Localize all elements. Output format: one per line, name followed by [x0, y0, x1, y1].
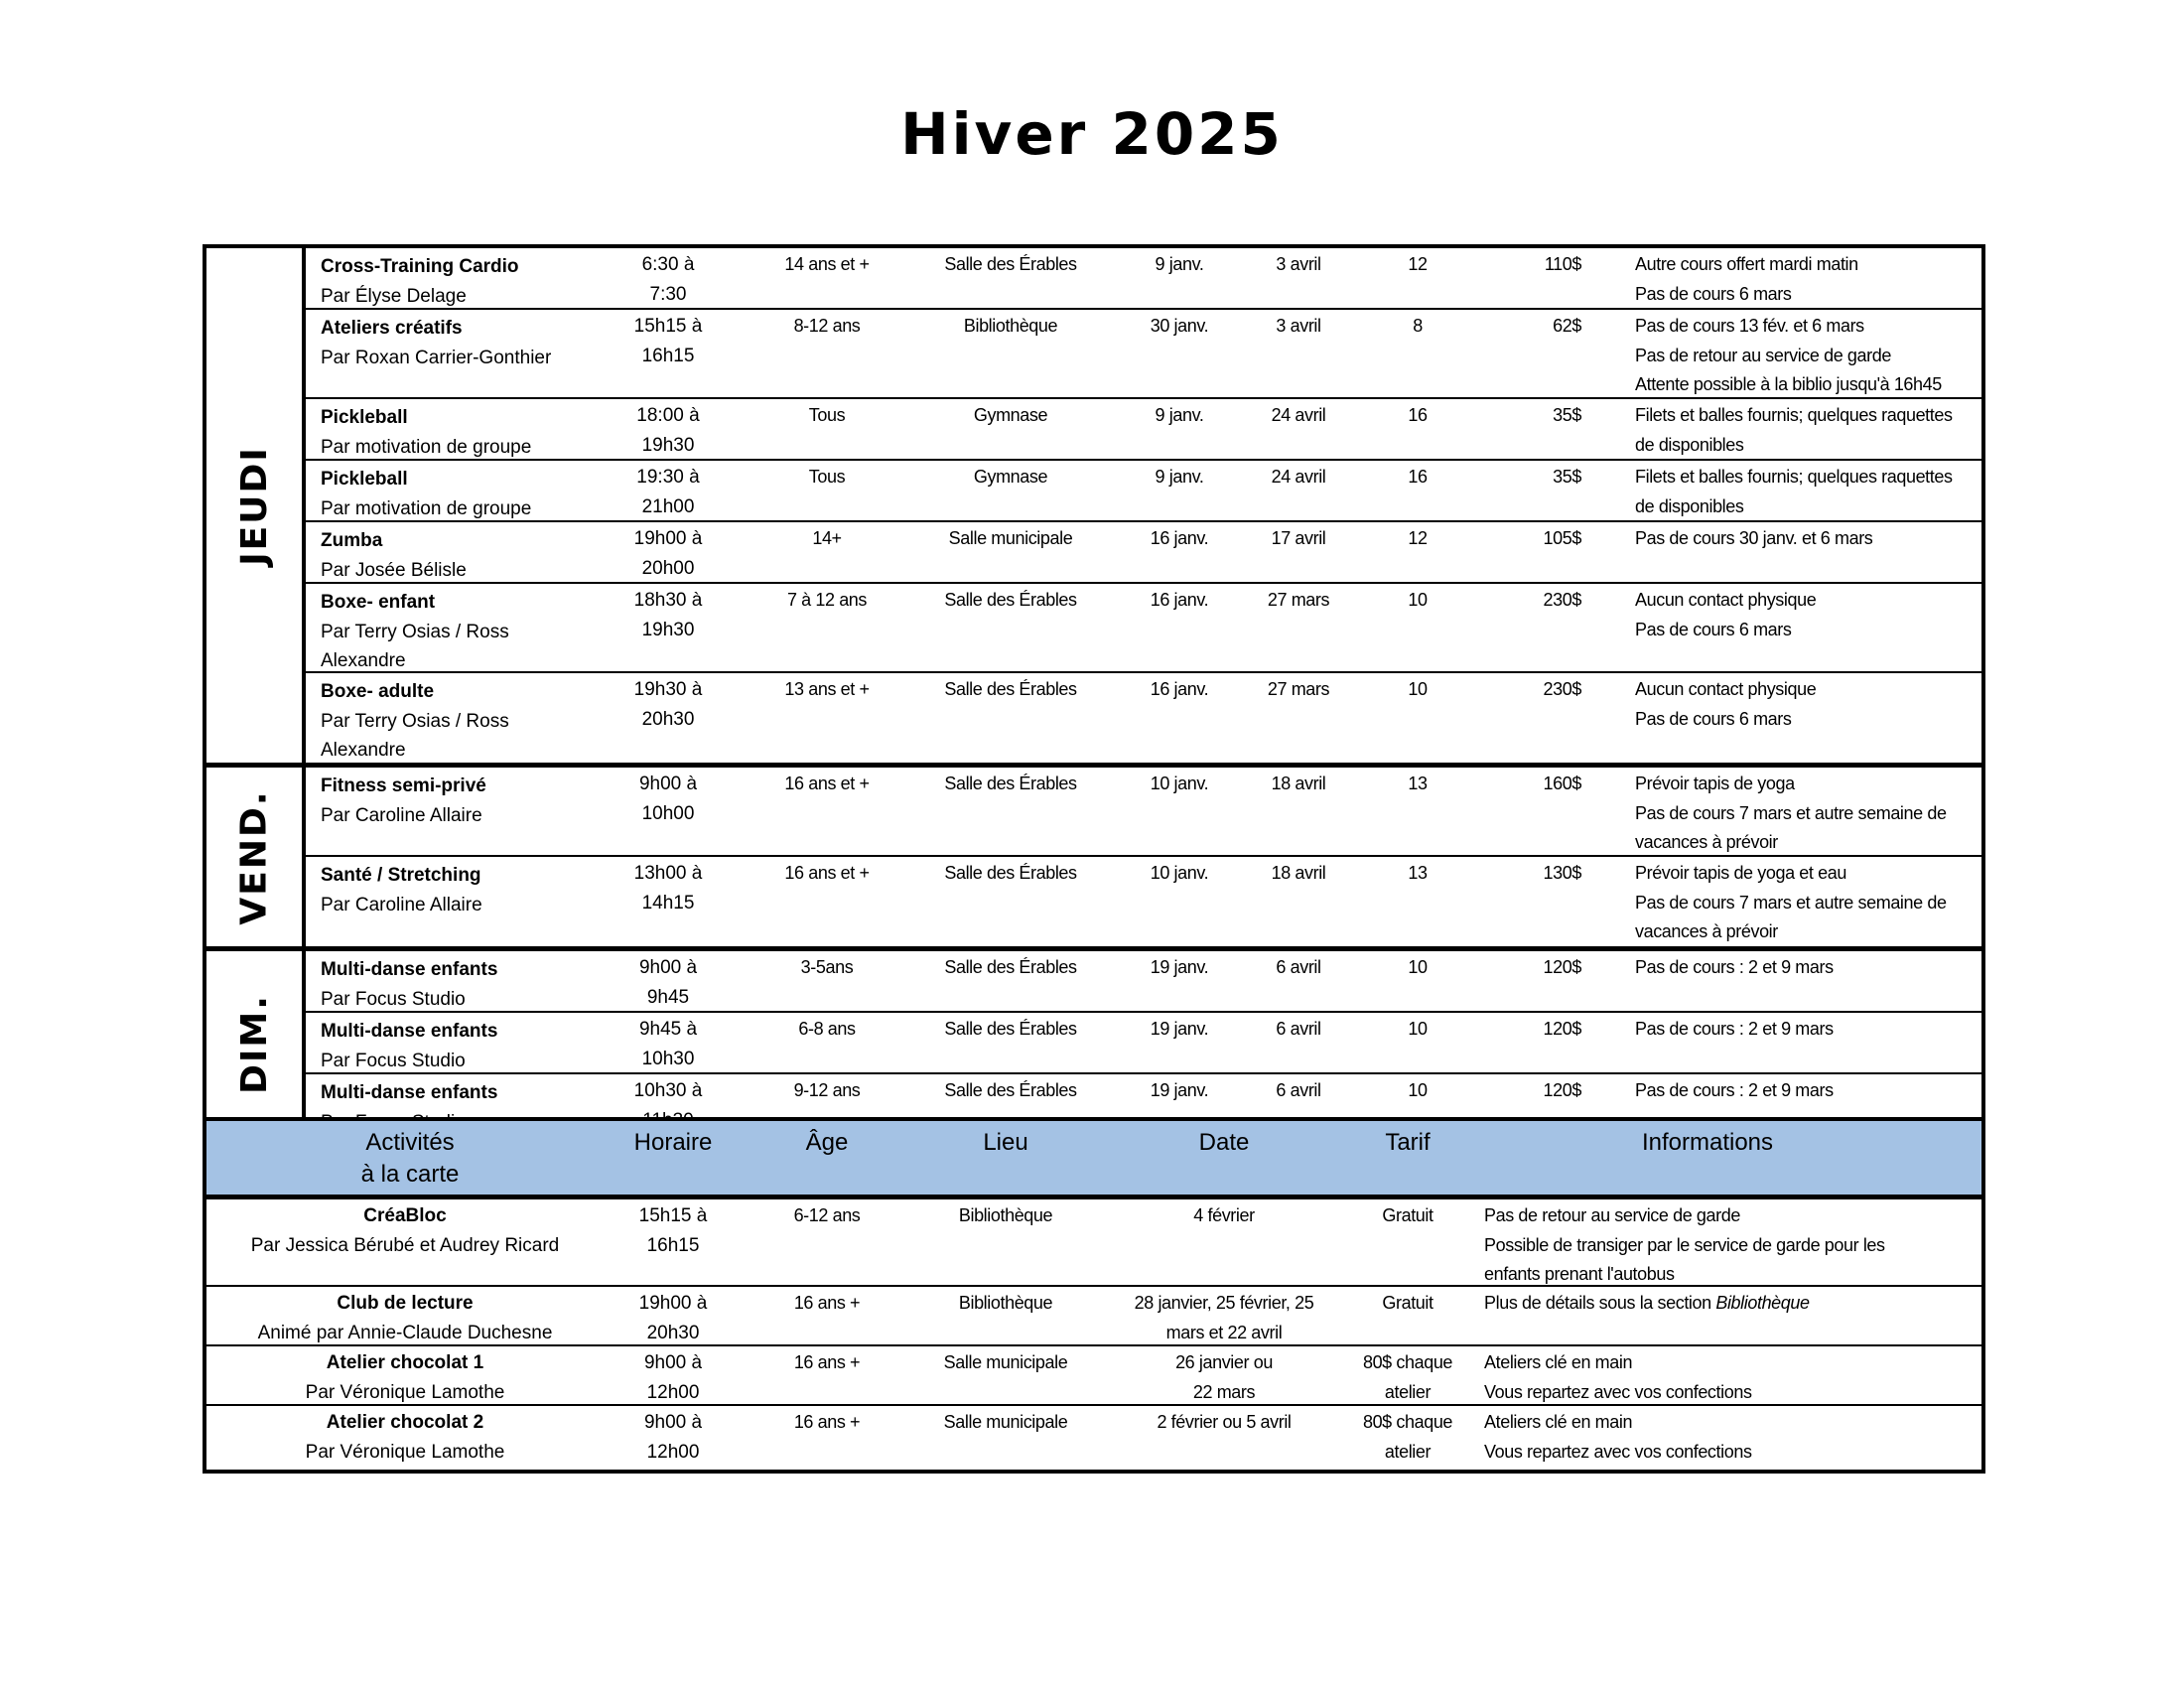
tarif-line: atelier — [1384, 1441, 1432, 1462]
sessions-cell: 10 — [1408, 1080, 1428, 1100]
activity-cell — [321, 252, 589, 311]
activity-instructor: Par Roxan Carrier-Gonthier — [321, 347, 552, 368]
info-line: enfants prenant l'autobus — [1484, 1264, 1675, 1284]
activity-instructor: Par Élyse Delage — [321, 285, 467, 307]
info-line: Pas de cours 6 mars — [1635, 619, 1792, 639]
horaire-line: 10h30 — [641, 1048, 695, 1069]
horaire-cell — [614, 524, 723, 583]
sessions-cell: 12 — [1408, 528, 1428, 548]
activity-instructor: Par Focus Studio — [321, 988, 466, 1010]
horaire-line: 20h30 — [641, 708, 695, 730]
end-date-cell: 24 avril — [1271, 467, 1326, 487]
a-la-carte-rows — [206, 1199, 1981, 1470]
start-date-cell: 19 janv. — [1150, 1019, 1209, 1039]
info-text: Plus de détails sous la section — [1484, 1293, 1716, 1313]
activity-name: Atelier chocolat 1 — [326, 1352, 484, 1373]
horaire-cell — [614, 1015, 723, 1073]
activity-name: CréaBloc — [363, 1205, 447, 1226]
page-title: Hiver 2025 — [900, 100, 1284, 168]
age-cell: 6-12 ans — [793, 1205, 861, 1225]
table-row — [306, 584, 1981, 673]
horaire-line: 20h00 — [641, 557, 695, 579]
horaire-line: 15h15 à — [638, 1205, 708, 1226]
age-cell: 16 ans et + — [784, 774, 870, 793]
activity-instructor: Par Jessica Bérubé et Audrey Ricard — [250, 1234, 560, 1256]
activity-cell — [321, 772, 589, 830]
info-cell — [1484, 1201, 1931, 1290]
horaire-line: 12h00 — [646, 1381, 700, 1403]
price-cell: 105$ — [1543, 528, 1581, 548]
horaire-line: 9h00 à — [638, 774, 698, 794]
info-cell — [1635, 401, 2002, 460]
info-cell — [1635, 953, 2002, 983]
header-activites-line1: Activités — [365, 1129, 455, 1156]
start-date-cell: 30 janv. — [1150, 316, 1209, 336]
age-cell: 13 ans et + — [784, 679, 870, 699]
info-line: Pas de cours : 2 et 9 mars — [1635, 1080, 1834, 1100]
schedule-table — [203, 244, 1985, 1140]
lieu-cell: Gymnase — [973, 467, 1048, 487]
info-line: Aucun contact physique — [1635, 590, 1817, 610]
activity-name: Pickleball — [321, 407, 408, 428]
tarif-cell — [1348, 1348, 1467, 1407]
info-line: Filets et balles fournis; quelques raquettes — [1635, 405, 1953, 425]
start-date-cell: 9 janv. — [1155, 254, 1204, 274]
header-date: Date — [1198, 1129, 1250, 1156]
lieu-cell: Salle municipale — [943, 1412, 1068, 1432]
date-line: 22 mars — [1192, 1381, 1256, 1402]
lieu-cell: Bibliothèque — [958, 1205, 1053, 1225]
horaire-line: 19h00 à — [638, 1293, 708, 1314]
end-date-cell: 27 mars — [1267, 679, 1330, 699]
info-section-name: Bibliothèque — [1715, 1293, 1810, 1313]
activity-instructor: Par Véronique Lamothe — [305, 1441, 505, 1463]
age-cell: 16 ans + — [793, 1412, 861, 1432]
horaire-line: 10h00 — [641, 802, 695, 824]
horaire-line: 19:30 à — [636, 467, 700, 488]
start-date-cell: 10 janv. — [1150, 863, 1209, 883]
activity-cell — [221, 1348, 589, 1407]
start-date-cell: 19 janv. — [1150, 957, 1209, 977]
day-name: JEUDI — [233, 445, 275, 566]
horaire-cell — [614, 586, 723, 644]
info-line: Vous repartez avec vos confections — [1484, 1441, 1752, 1462]
activity-name: Multi-danse enfants — [321, 1082, 498, 1103]
info-line: Vous repartez avec vos confections — [1484, 1381, 1752, 1402]
horaire-line: 16h15 — [641, 345, 695, 366]
date-cell — [1110, 1289, 1338, 1347]
price-cell: 230$ — [1543, 679, 1581, 699]
end-date-cell: 18 avril — [1271, 774, 1326, 793]
lieu-cell: Salle des Érables — [944, 254, 1077, 274]
day-name: DIM. — [233, 993, 275, 1094]
day-label — [206, 248, 306, 763]
start-date-cell: 9 janv. — [1155, 467, 1204, 487]
age-cell: 9-12 ans — [793, 1080, 861, 1100]
end-date-cell: 17 avril — [1271, 528, 1326, 548]
sessions-cell: 10 — [1408, 957, 1428, 977]
info-cell — [1484, 1348, 1931, 1407]
sessions-cell: 8 — [1413, 316, 1423, 336]
table-row — [206, 1287, 1981, 1346]
end-date-cell: 6 avril — [1276, 1080, 1321, 1100]
price-cell: 120$ — [1543, 1080, 1581, 1100]
info-cell — [1484, 1289, 1931, 1319]
horaire-line: 9h00 à — [638, 957, 698, 978]
activity-instructor: Animé par Annie-Claude Duchesne — [257, 1322, 553, 1343]
age-cell: 6-8 ans — [798, 1019, 856, 1039]
activity-cell — [321, 588, 589, 676]
table-row — [306, 461, 1981, 522]
info-line: vacances à prévoir — [1635, 832, 1778, 852]
horaire-cell — [614, 1348, 733, 1407]
horaire-line: 7:30 — [649, 283, 687, 305]
horaire-cell — [614, 401, 723, 460]
info-cell — [1635, 312, 2002, 400]
activity-cell — [221, 1408, 589, 1467]
price-cell: 62$ — [1553, 316, 1581, 336]
lieu-cell: Salle des Érables — [944, 774, 1077, 793]
activity-cell — [321, 526, 589, 585]
horaire-line: 21h00 — [641, 495, 695, 517]
horaire-line: 16h15 — [646, 1234, 700, 1256]
lieu-cell: Gymnase — [973, 405, 1048, 425]
activity-cell — [321, 955, 589, 1014]
info-line: Autre cours offert mardi matin — [1635, 254, 1858, 274]
lieu-cell: Salle des Érables — [944, 957, 1077, 977]
horaire-cell — [614, 859, 723, 917]
info-line: Pas de cours : 2 et 9 mars — [1635, 957, 1834, 977]
price-cell: 230$ — [1543, 590, 1581, 610]
price-cell: 110$ — [1544, 254, 1581, 274]
price-cell: 35$ — [1553, 405, 1581, 425]
horaire-line: 9h00 à — [643, 1352, 703, 1373]
info-line: Pas de retour au service de garde — [1484, 1205, 1740, 1225]
tarif-cell — [1348, 1408, 1467, 1467]
header-activites — [306, 1127, 514, 1191]
start-date-cell: 19 janv. — [1150, 1080, 1209, 1100]
info-line: Pas de cours 6 mars — [1635, 283, 1792, 304]
header-horaire: Horaire — [633, 1129, 713, 1156]
price-cell: 130$ — [1543, 863, 1581, 883]
table-row — [206, 1406, 1981, 1470]
end-date-cell: 6 avril — [1276, 957, 1321, 977]
activity-instructor: Par Caroline Allaire — [321, 894, 482, 915]
date-cell — [1110, 1408, 1338, 1438]
info-line: Prévoir tapis de yoga — [1635, 774, 1795, 793]
horaire-cell — [614, 1201, 733, 1260]
activity-cell — [221, 1201, 589, 1260]
activity-name: Boxe- adulte — [321, 681, 435, 702]
horaire-line: 19h30 — [641, 619, 695, 640]
sessions-cell: 12 — [1408, 254, 1428, 274]
horaire-line: 13h00 à — [633, 863, 703, 884]
start-date-cell: 16 janv. — [1150, 590, 1209, 610]
day-group — [206, 768, 1981, 951]
horaire-cell — [614, 1289, 733, 1347]
date-cell — [1110, 1348, 1338, 1407]
start-date-cell: 16 janv. — [1150, 679, 1209, 699]
horaire-line: 15h15 à — [633, 316, 703, 337]
header-activites-line2: à la carte — [360, 1161, 460, 1188]
end-date-cell: 27 mars — [1267, 590, 1330, 610]
table-row — [306, 768, 1981, 857]
info-line: Prévoir tapis de yoga et eau — [1635, 863, 1846, 883]
lieu-cell: Bibliothèque — [963, 316, 1058, 336]
day-label — [206, 951, 306, 1136]
activity-name: Zumba — [321, 530, 383, 551]
info-line: Ateliers clé en main — [1484, 1412, 1633, 1432]
info-line: Aucun contact physique — [1635, 679, 1817, 699]
activity-cell — [321, 1017, 589, 1075]
activity-name: Cross-Training Cardio — [321, 256, 519, 277]
table-row — [306, 673, 1981, 763]
activity-instructor: Par Josée Bélisle — [321, 559, 467, 581]
horaire-line: 18:00 à — [636, 405, 700, 426]
table-row — [306, 857, 1981, 946]
activity-cell — [221, 1289, 589, 1347]
lieu-cell: Salle des Érables — [944, 679, 1077, 699]
sessions-cell: 13 — [1408, 774, 1428, 793]
day-rows — [306, 951, 1981, 1136]
lieu-cell: Salle des Érables — [944, 590, 1077, 610]
info-line: vacances à prévoir — [1635, 921, 1778, 941]
start-date-cell: 16 janv. — [1150, 528, 1209, 548]
horaire-cell — [614, 312, 723, 370]
start-date-cell: 9 janv. — [1155, 405, 1204, 425]
tarif-line: Gratuit — [1382, 1293, 1433, 1313]
end-date-cell: 18 avril — [1271, 863, 1326, 883]
age-cell: 14 ans et + — [784, 254, 870, 274]
table-row — [206, 1199, 1981, 1287]
activity-instructor: Par Terry Osias / Ross Alexandre — [321, 621, 509, 671]
tarif-line: Gratuit — [1382, 1205, 1433, 1225]
info-cell — [1635, 586, 2002, 644]
info-cell — [1635, 463, 2002, 521]
horaire-cell — [614, 770, 723, 828]
info-line: Possible de transiger par le service de garde pour les — [1484, 1234, 1885, 1255]
activity-instructor: Par Véronique Lamothe — [305, 1381, 505, 1403]
lieu-cell: Bibliothèque — [958, 1293, 1053, 1313]
info-cell — [1635, 524, 2002, 554]
date-line: 2 février ou 5 avril — [1157, 1412, 1292, 1432]
price-cell: 120$ — [1543, 1019, 1581, 1039]
day-group — [206, 248, 1981, 768]
table-row — [306, 310, 1981, 399]
day-group — [206, 951, 1981, 1136]
age-cell: 8-12 ans — [793, 316, 861, 336]
date-cell — [1110, 1201, 1338, 1231]
horaire-line: 6:30 à — [641, 254, 695, 275]
header-informations: Informations — [1641, 1129, 1774, 1156]
info-line: de disponibles — [1635, 495, 1744, 516]
horaire-line: 9h45 — [646, 986, 690, 1008]
activity-instructor: Par Focus Studio — [321, 1050, 466, 1071]
horaire-line: 20h30 — [646, 1322, 700, 1343]
info-line: de disponibles — [1635, 434, 1744, 455]
tarif-line: 80$ chaque — [1362, 1352, 1453, 1372]
table-row — [206, 1346, 1981, 1406]
info-cell — [1635, 1015, 2002, 1045]
activity-instructor: Par motivation de groupe — [321, 436, 532, 458]
lieu-cell: Salle municipale — [943, 1352, 1068, 1372]
tarif-cell — [1348, 1201, 1467, 1231]
horaire-cell — [614, 250, 723, 309]
tarif-cell — [1348, 1289, 1467, 1319]
horaire-cell — [614, 1408, 733, 1467]
table-row — [306, 248, 1981, 310]
activity-instructor: Par Terry Osias / Ross Alexandre — [321, 710, 509, 761]
age-cell: 16 ans + — [793, 1352, 861, 1372]
tarif-line: atelier — [1384, 1381, 1432, 1402]
activity-name: Club de lecture — [337, 1293, 474, 1314]
a-la-carte-table — [203, 1117, 1985, 1474]
horaire-line: 9h00 à — [643, 1412, 703, 1433]
activity-name: Ateliers créatifs — [321, 318, 463, 339]
info-cell — [1484, 1408, 1931, 1467]
lieu-cell: Salle des Érables — [944, 1080, 1077, 1100]
table-row — [306, 399, 1981, 461]
age-cell: 14+ — [812, 528, 842, 548]
age-cell: 7 à 12 ans — [786, 590, 868, 610]
table-row — [306, 522, 1981, 584]
date-line: 4 février — [1193, 1205, 1255, 1225]
age-cell: 16 ans + — [793, 1293, 861, 1313]
activity-cell — [321, 465, 589, 523]
sessions-cell: 10 — [1408, 679, 1428, 699]
activity-cell — [321, 314, 589, 372]
horaire-cell — [614, 675, 723, 734]
horaire-line: 18h30 à — [633, 590, 703, 611]
end-date-cell: 24 avril — [1271, 405, 1326, 425]
activity-name: Multi-danse enfants — [321, 1021, 498, 1042]
horaire-line: 19h30 — [641, 434, 695, 456]
sessions-cell: 13 — [1408, 863, 1428, 883]
activity-name: Fitness semi-privé — [321, 775, 486, 796]
price-cell: 160$ — [1543, 774, 1581, 793]
sessions-cell: 16 — [1408, 467, 1428, 487]
date-line: mars et 22 avril — [1165, 1322, 1283, 1342]
price-cell: 35$ — [1553, 467, 1581, 487]
info-cell — [1635, 1076, 2002, 1106]
info-line: Ateliers clé en main — [1484, 1352, 1633, 1372]
end-date-cell: 3 avril — [1276, 316, 1321, 336]
activity-name: Pickleball — [321, 469, 408, 490]
start-date-cell: 10 janv. — [1150, 774, 1209, 793]
day-rows — [306, 768, 1981, 946]
info-line: Attente possible à la biblio jusqu'à 16h45 — [1635, 374, 1942, 394]
horaire-line: 19h30 à — [633, 679, 703, 700]
info-line: Pas de cours 6 mars — [1635, 708, 1792, 729]
info-line: Pas de cours 7 mars et autre semaine de — [1635, 802, 1947, 823]
header-tarif: Tarif — [1385, 1129, 1431, 1156]
activity-name: Santé / Stretching — [321, 865, 481, 886]
age-cell: Tous — [808, 405, 846, 425]
end-date-cell: 3 avril — [1276, 254, 1321, 274]
activity-instructor: Par Caroline Allaire — [321, 804, 482, 826]
tarif-line: 80$ chaque — [1362, 1412, 1453, 1432]
lieu-cell: Salle des Érables — [944, 863, 1077, 883]
date-line: 28 janvier, 25 février, 25 — [1134, 1293, 1314, 1313]
horaire-line: 10h30 à — [633, 1080, 703, 1101]
info-cell — [1635, 250, 2002, 309]
a-la-carte-header — [206, 1117, 1981, 1199]
info-line: Filets et balles fournis; quelques raquettes — [1635, 467, 1953, 487]
activity-cell — [321, 677, 589, 766]
info-line: Pas de cours 13 fév. et 6 mars — [1635, 316, 1864, 336]
date-line: 26 janvier ou — [1175, 1352, 1273, 1372]
horaire-line: 9h45 à — [638, 1019, 698, 1040]
horaire-line: 19h00 à — [633, 528, 703, 549]
day-label — [206, 768, 306, 946]
horaire-cell — [614, 463, 723, 521]
info-line: Pas de cours : 2 et 9 mars — [1635, 1019, 1834, 1039]
day-name: VEND. — [233, 788, 275, 925]
activity-name: Multi-danse enfants — [321, 959, 498, 980]
horaire-line: 12h00 — [646, 1441, 700, 1463]
info-line: Pas de retour au service de garde — [1635, 345, 1891, 365]
sessions-cell: 10 — [1408, 590, 1428, 610]
activity-name: Boxe- enfant — [321, 592, 436, 613]
sessions-cell: 10 — [1408, 1019, 1428, 1039]
activity-cell — [321, 403, 589, 462]
info-line: Pas de cours 7 mars et autre semaine de — [1635, 892, 1947, 913]
lieu-cell: Salle des Érables — [944, 1019, 1077, 1039]
sessions-cell: 16 — [1408, 405, 1428, 425]
activity-name: Atelier chocolat 2 — [326, 1412, 484, 1433]
table-row — [306, 951, 1981, 1013]
table-row — [306, 1013, 1981, 1074]
day-rows — [306, 248, 1981, 763]
age-cell: 3-5ans — [800, 957, 854, 977]
header-lieu: Lieu — [983, 1129, 1028, 1156]
age-cell: Tous — [808, 467, 846, 487]
age-cell: 16 ans et + — [784, 863, 870, 883]
end-date-cell: 6 avril — [1276, 1019, 1321, 1039]
activity-instructor: Par motivation de groupe — [321, 497, 532, 519]
lieu-cell: Salle municipale — [948, 528, 1073, 548]
info-cell — [1635, 675, 2002, 734]
activity-cell — [321, 861, 589, 919]
info-line — [1484, 1289, 1931, 1319]
info-cell — [1635, 770, 2002, 858]
horaire-cell — [614, 953, 723, 1012]
horaire-line: 14h15 — [641, 892, 695, 914]
info-cell — [1635, 859, 2002, 947]
info-line: Pas de cours 30 janv. et 6 mars — [1635, 528, 1873, 548]
price-cell: 120$ — [1543, 957, 1581, 977]
header-age: Âge — [805, 1129, 849, 1156]
